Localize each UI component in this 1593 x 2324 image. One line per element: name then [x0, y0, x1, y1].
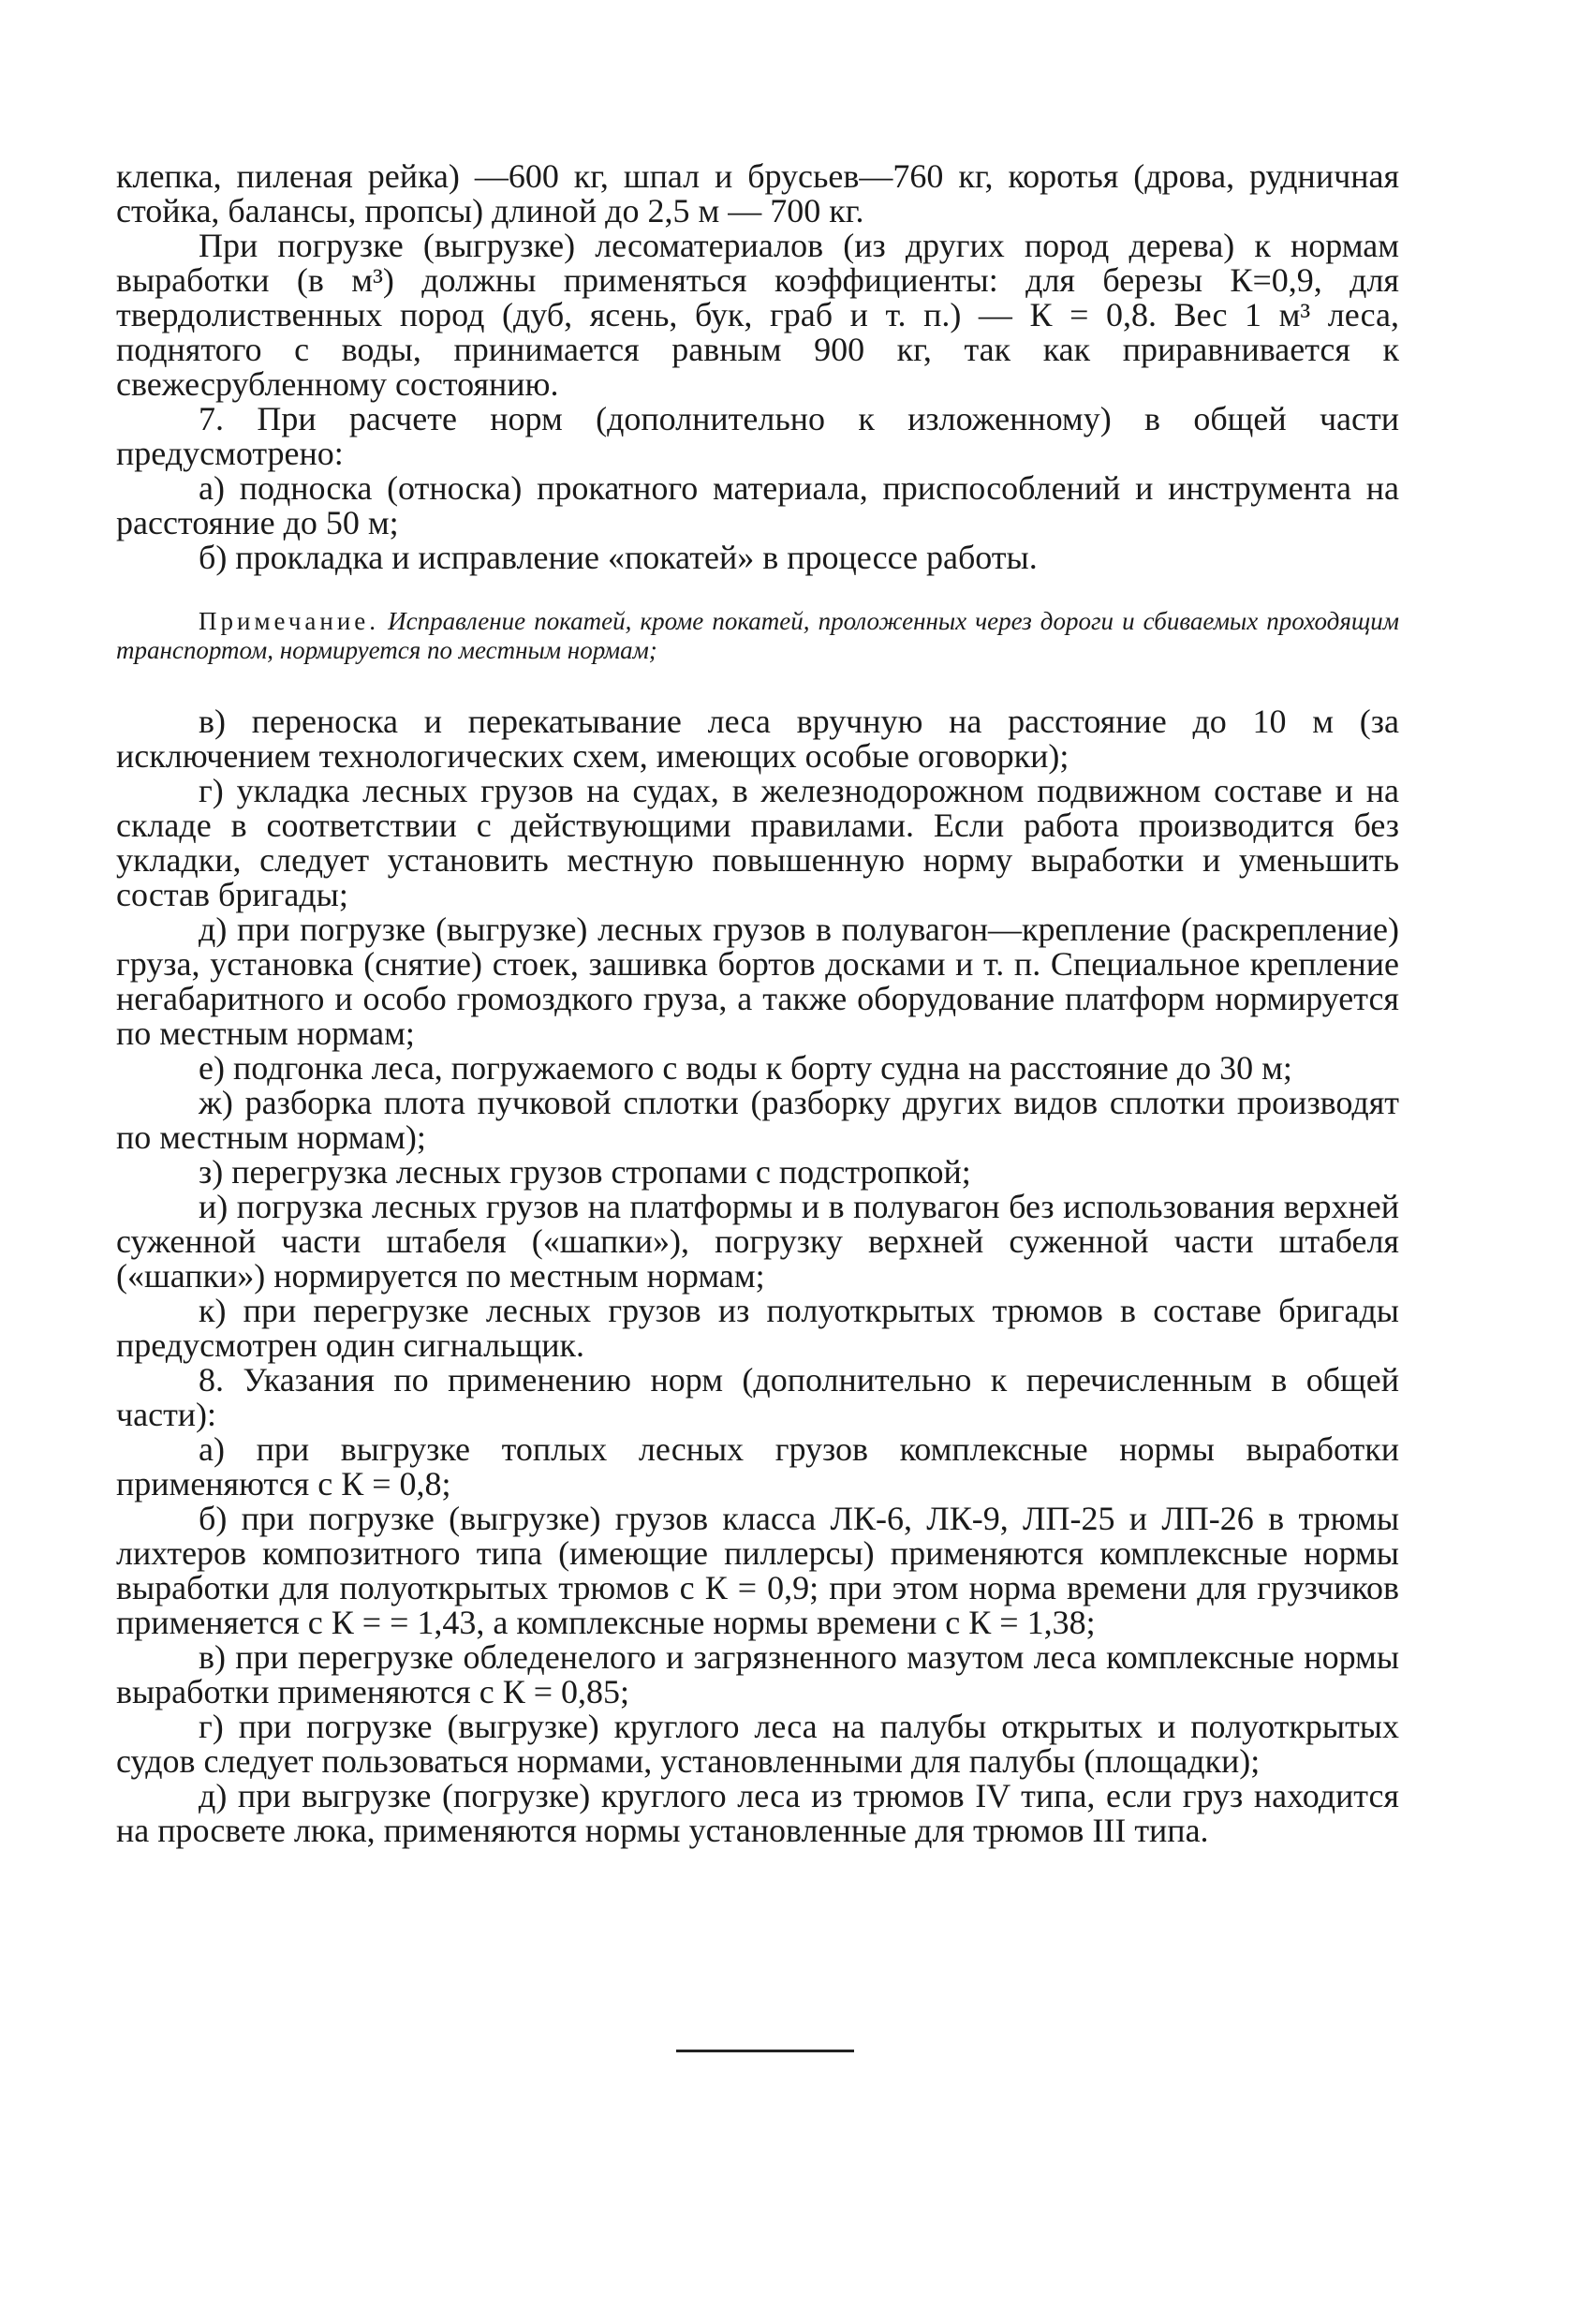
note-paragraph — [116, 607, 1399, 665]
paragraph-p-7k: к) при перегрузке лесных грузов из полуоткрытых трюмов в составе бригады предусмотрен один сигнальщик. — [116, 1292, 1399, 1364]
paragraph-p-7b: б) прокладка и исправление «покатей» в процессе работы. — [199, 539, 1038, 576]
paragraph-p-7g: г) укладка лесных грузов на судах, в железнодорожном подвижном составе и на складе в соответствии с действующими правилами. Если работа производится без укладки, следует установить местную повышенную норму выработки и уменьшить состав бригады; — [116, 772, 1399, 913]
paragraph-p-8a: а) при выгрузке топлых лесных грузов комплексные нормы выработки применяются с К = 0,8; — [116, 1430, 1399, 1502]
paragraph-p-7: 7. При расчете норм (дополнительно к изложенному) в общей части предусмотрено: — [116, 400, 1399, 472]
paragraph-p-7z: з) перегрузка лесных грузов стропами с подстропкой; — [199, 1153, 971, 1191]
note-text: Исправление покатей, кроме покатей, проложенных через дороги и сбиваемых проходящим транспортом, нормируется по местным нормам; — [116, 607, 1399, 664]
paragraph-p-8d: д) при выгрузке (погрузке) круглого леса из трюмов IV типа, если груз находится на просвете люка, применяются нормы установленные для трюмов III типа. — [116, 1777, 1399, 1849]
paragraph-p-7a: а) подноска (относка) прокатного материала, приспособлений и инструмента на расстояние до 50 м; — [116, 469, 1399, 541]
paragraph-p-8g: г) при погрузке (выгрузке) круглого леса на палубы открытых и полуоткрытых судов следует пользоваться нормами, установленными для палубы (площадки); — [116, 1708, 1399, 1780]
paragraph-p-8b: б) при погрузке (выгрузке) грузов класса ЛК-6, ЛК-9, ЛП-25 и ЛП-26 в трюмы лихтеров композитного типа (имеющие пиллерсы) применяются комплексные нормы выработки для полуоткрытых трюмов с К = 0,9; при этом норма времени для грузчиков применяется с К = = 1,43, а комплексные нормы времени с К = 1,38; — [116, 1500, 1399, 1641]
page-body — [116, 159, 1399, 1848]
paragraph-p-cont: клепка, пиленая рейка) —600 кг, шпал и брусьев—760 кг, коротья (дрова, рудничная стойка, балансы, пропсы) длиной до 2,5 м — 700 кг. — [116, 157, 1399, 229]
paragraphs-top — [116, 159, 1399, 575]
paragraph-p-7zh: ж) разборка плота пучковой сплотки (разборку других видов сплотки производят по местным нормам); — [116, 1084, 1399, 1156]
paragraph-p-8v: в) при перегрузке обледенелого и загрязненного мазутом леса комплексные нормы выработки применяются с К = 0,85; — [116, 1638, 1399, 1710]
paragraph-p-7v: в) переноска и перекатывание леса вручную на расстояние до 10 м (за исключением технологических схем, имеющих особые оговорки); — [116, 703, 1399, 775]
paragraph-p-7i: и) погрузка лесных грузов на платформы и в полувагон без использования верхней суженной части штабеля («шапки»), погрузку верхней суженной части штабеля («шапки») нормируется по местным нормам; — [116, 1188, 1399, 1295]
note-label: Примечание. — [199, 607, 380, 635]
end-rule — [676, 2050, 854, 2052]
paragraph-p-7d: д) при погрузке (выгрузке) лесных грузов в полувагон—крепление (раскрепление) груза, установка (снятие) стоек, зашивка бортов досками и т. п. Специальное крепление негабаритного и особо громоздкого груза, а также оборудование платформ нормируется по местным нормам; — [116, 910, 1399, 1052]
paragraph-p-birch: При погрузке (выгрузке) лесоматериалов (из других пород дерева) к нормам выработки (в м³) должны применяться коэффициенты: для березы К=0,9, для твердолиственных пород (дуб, ясень, бук, граб и т. п.) — К = 0,8. Вес 1 м³ леса, поднятого с воды, принимается равным 900 кг, так как приравнивается к свежесрубленному состоянию. — [116, 227, 1399, 403]
paragraph-p-7e: е) подгонка леса, погружаемого с воды к борту судна на расстояние до 30 м; — [199, 1049, 1292, 1087]
paragraphs-bottom — [116, 704, 1399, 1848]
paragraph-p-8: 8. Указания по применению норм (дополнительно к перечисленным в общей части): — [116, 1361, 1399, 1433]
